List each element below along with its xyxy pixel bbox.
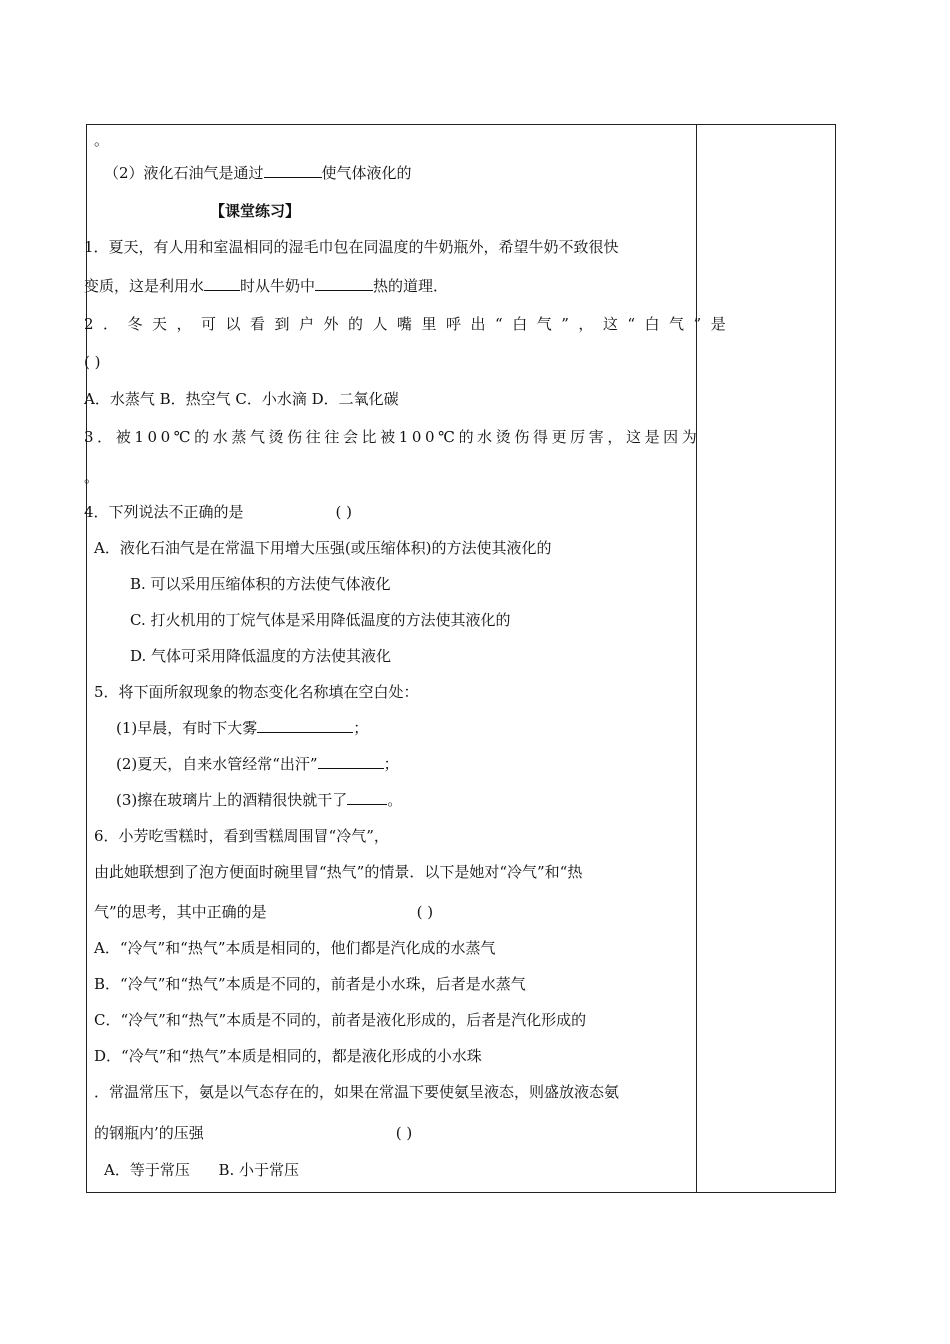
- text-line: [130, 574, 391, 594]
- text: 1．夏天，有人用和室温相同的湿毛巾包在同温度的牛奶瓶外，希望牛奶不致很快: [84, 238, 619, 256]
- text: 3．被100℃的水蒸气烫伤往往会比被100℃的水烫伤得更厉害，这是因为: [84, 428, 701, 446]
- text: ( ): [335, 503, 353, 521]
- text-line: [94, 1082, 619, 1102]
- text: 5．将下面所叙现象的物态变化名称填在空白处：: [94, 683, 419, 701]
- text-line: [130, 646, 391, 666]
- text-line: [94, 826, 389, 846]
- text-line: [104, 163, 412, 183]
- text: C. 打火机用的丁烷气体是采用降低温度的方法使其液化的: [130, 611, 511, 629]
- text-line: [94, 1123, 412, 1143]
- text-line: [94, 862, 582, 882]
- text: 热的道理．: [373, 277, 449, 295]
- fill-blank: [315, 276, 373, 291]
- text: 时从牛奶中: [240, 277, 316, 295]
- text: ．常温常压下，氨是以气态存在的，如果在常温下要使氨呈液态，则盛放液态氨: [94, 1083, 620, 1101]
- fill-blank: [347, 790, 387, 805]
- text-line: [130, 610, 510, 630]
- text: B．“冷气”和“热气”本质是不同的，前者是小水珠，后者是水蒸气: [94, 975, 526, 993]
- text: 2．冬天，可以看到户外的人嘴里呼出“白气”，这“白气”是: [84, 315, 736, 333]
- text-line: [94, 1046, 482, 1066]
- text: ；: [383, 755, 399, 773]
- text-line: [84, 237, 619, 257]
- text: C．“冷气”和“热气”本质是不同的，前者是液化形成的，后者是汽化形成的: [94, 1011, 587, 1029]
- text-line: [116, 718, 368, 738]
- text-line: [84, 467, 99, 487]
- text: A．水蒸气 B．热空气 C．小水滴 D．二氧化碳: [84, 390, 399, 408]
- text: 4．下列说法不正确的是: [84, 503, 244, 521]
- fill-blank: [318, 754, 384, 769]
- text-line: [94, 902, 433, 922]
- text-line: [116, 754, 399, 774]
- text-line: [84, 502, 352, 522]
- text-line: [116, 790, 402, 810]
- text-line: [94, 130, 109, 150]
- text-line: [104, 1160, 299, 1180]
- text-line: [94, 538, 552, 558]
- text-line: [84, 276, 448, 296]
- text: D. 气体可采用降低温度的方法使其液化: [130, 647, 392, 665]
- text: 。: [387, 791, 403, 809]
- text: (2)夏天，自来水管经常“出汗”: [116, 755, 318, 773]
- text: 变质，这是利用水: [84, 277, 205, 295]
- text-line: [94, 1010, 586, 1030]
- text-line: [84, 314, 735, 334]
- text: 。: [94, 131, 110, 149]
- text-line: [84, 389, 399, 409]
- text: A．等于常压 B. 小于常压: [104, 1161, 300, 1179]
- text: 【课堂练习】: [210, 202, 301, 220]
- text: D．“冷气”和“热气”本质是相同的，都是液化形成的小水珠: [94, 1047, 482, 1065]
- text-line: [94, 938, 496, 958]
- text: (3)擦在玻璃片上的酒精很快就干了: [116, 791, 348, 809]
- fill-blank: [204, 276, 240, 291]
- text-line: [94, 682, 419, 702]
- text: ( ): [84, 353, 101, 371]
- column-divider: [696, 124, 697, 1193]
- text: ( ): [416, 903, 434, 921]
- text-line: [94, 974, 526, 994]
- text: (1)早晨，有时下大雾: [116, 719, 258, 737]
- text: A．“冷气”和“热气”本质是相同的，他们都是汽化成的水蒸气: [94, 939, 496, 957]
- text: 气”的思考，其中正确的是: [94, 903, 267, 921]
- text-line: [84, 352, 100, 372]
- text: （2）液化石油气是通过: [104, 164, 264, 182]
- text: 6．小芳吃雪糕时，看到雪糕周围冒“冷气”，: [94, 827, 389, 845]
- text: 由此她联想到了泡方便面时碗里冒“热气”的情景．以下是她对“冷气”和“热: [94, 863, 583, 881]
- text: 的钢瓶内’的压强: [94, 1124, 204, 1142]
- text: 。: [84, 468, 100, 486]
- text: B. 可以采用压缩体积的方法使气体液化: [130, 575, 391, 593]
- section-heading: [210, 201, 300, 221]
- fill-blank: [257, 718, 353, 733]
- text-line: [84, 427, 700, 447]
- text: A．液化石油气是在常温下用增大压强(或压缩体积)的方法使其液化的: [94, 539, 552, 557]
- text: ；: [353, 719, 369, 737]
- text: 使气体液化的: [321, 164, 412, 182]
- fill-blank: [264, 163, 322, 178]
- text: ( ): [395, 1124, 413, 1142]
